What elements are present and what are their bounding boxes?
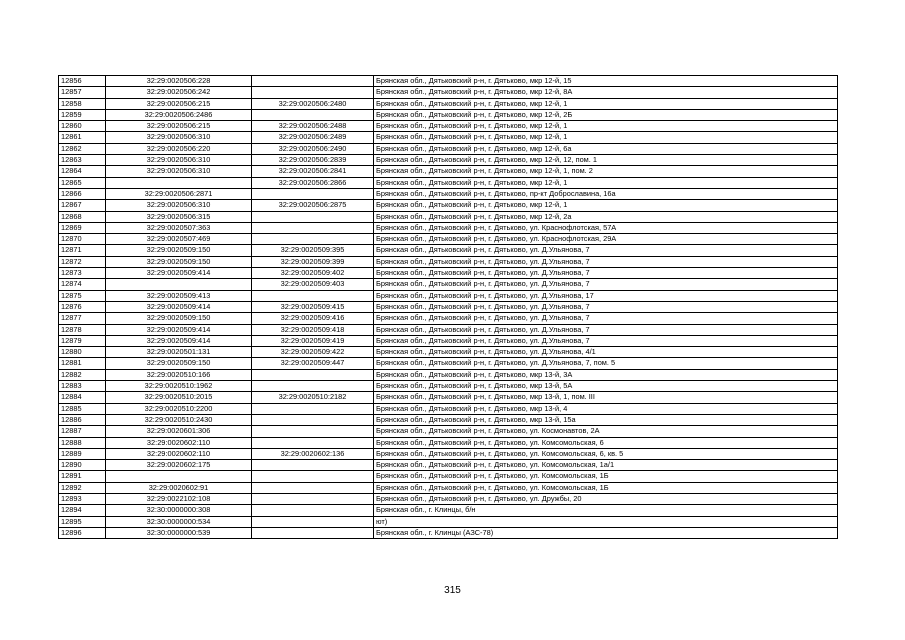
parent-cadastral-number-cell: 32:29:0020602:136	[252, 448, 374, 459]
parent-cadastral-number-cell: 32:29:0020509:415	[252, 301, 374, 312]
cadastral-number-cell: 32:29:0020602:91	[106, 482, 252, 493]
address-cell: Брянская обл., Дятьковский р-н, г. Дятьково, ул. Комсомольская, 1Б	[374, 471, 838, 482]
row-number-cell: 12880	[59, 347, 106, 358]
row-number-cell: 12879	[59, 335, 106, 346]
row-number-cell: 12874	[59, 279, 106, 290]
address-cell: Брянская обл., Дятьковский р-н, г. Дятьково, мкр 12-й, 8А	[374, 87, 838, 98]
row-number-cell: 12878	[59, 324, 106, 335]
cadastral-number-cell: 32:29:0020509:150	[106, 245, 252, 256]
address-cell: Брянская обл., Дятьковский р-н, г. Дятьково, ул. Д.Ульянова, 7	[374, 313, 838, 324]
parent-cadastral-number-cell: 32:29:0020506:2841	[252, 166, 374, 177]
table-row	[59, 132, 838, 143]
table-row	[59, 381, 838, 392]
parent-cadastral-number-cell: 32:29:0020509:403	[252, 279, 374, 290]
address-cell: Брянская обл., Дятьковский р-н, г. Дятьково, ул. Д.Ульянова, 7	[374, 245, 838, 256]
cadastral-number-cell: 32:29:0020506:215	[106, 98, 252, 109]
address-cell: Брянская обл., Дятьковский р-н, г. Дятьково, ул. Краснофлотская, 29А	[374, 234, 838, 245]
table-row	[59, 437, 838, 448]
row-number-cell: 12885	[59, 403, 106, 414]
table-row	[59, 109, 838, 120]
table-row	[59, 143, 838, 154]
cadastral-number-cell: 32:29:0020509:150	[106, 358, 252, 369]
address-cell: Брянская обл., Дятьковский р-н, г. Дятьково, мкр 12-й, 1	[374, 200, 838, 211]
table-row	[59, 155, 838, 166]
row-number-cell: 12893	[59, 493, 106, 504]
cadastral-number-cell: 32:30:0000000:539	[106, 527, 252, 538]
row-number-cell: 12896	[59, 527, 106, 538]
table-row	[59, 347, 838, 358]
address-cell: Брянская обл., Дятьковский р-н, г. Дятьково, мкр 13-й, 3А	[374, 369, 838, 380]
table-row	[59, 516, 838, 527]
row-number-cell: 12870	[59, 234, 106, 245]
parent-cadastral-number-cell: 32:29:0020509:418	[252, 324, 374, 335]
table-row	[59, 369, 838, 380]
parent-cadastral-number-cell	[252, 76, 374, 87]
cadastral-number-cell: 32:29:0020507:469	[106, 234, 252, 245]
parent-cadastral-number-cell	[252, 516, 374, 527]
address-cell: Брянская обл., Дятьковский р-н, г. Дятьково, ул. Д.Ульянова, 7	[374, 256, 838, 267]
table-row	[59, 460, 838, 471]
cadastral-number-cell: 32:29:0020510:1962	[106, 381, 252, 392]
table-row	[59, 177, 838, 188]
address-cell: Брянская обл., Дятьковский р-н, г. Дятьково, ул. Краснофлотская, 57А	[374, 222, 838, 233]
parent-cadastral-number-cell	[252, 403, 374, 414]
parent-cadastral-number-cell	[252, 471, 374, 482]
address-cell: Брянская обл., Дятьковский р-н, г. Дятьково, мкр 12-й, 1, пом. 2	[374, 166, 838, 177]
table-row	[59, 403, 838, 414]
table-row	[59, 471, 838, 482]
cadastral-number-cell: 32:29:0020506:242	[106, 87, 252, 98]
row-number-cell: 12873	[59, 268, 106, 279]
cadastral-number-cell: 32:29:0020509:414	[106, 301, 252, 312]
address-cell: Брянская обл., Дятьковский р-н, г. Дятьково, мкр 12-й, 1	[374, 132, 838, 143]
cadastral-number-cell: 32:29:0020501:131	[106, 347, 252, 358]
row-number-cell: 12862	[59, 143, 106, 154]
parent-cadastral-number-cell	[252, 234, 374, 245]
parent-cadastral-number-cell: 32:29:0020509:447	[252, 358, 374, 369]
table-row	[59, 200, 838, 211]
cadastral-number-cell: 32:29:0020509:414	[106, 335, 252, 346]
row-number-cell: 12895	[59, 516, 106, 527]
table-row	[59, 290, 838, 301]
address-cell: Брянская обл., Дятьковский р-н, г. Дятьково, мкр 13-й, 4	[374, 403, 838, 414]
table-row	[59, 527, 838, 538]
parent-cadastral-number-cell	[252, 414, 374, 425]
address-cell: Брянская обл., Дятьковский р-н, г. Дятьково, ул. Д.Ульянова, 7	[374, 301, 838, 312]
cadastral-number-cell: 32:29:0020507:363	[106, 222, 252, 233]
table-row	[59, 256, 838, 267]
cadastral-number-cell: 32:29:0020506:310	[106, 132, 252, 143]
cadastral-number-cell: 32:29:0020602:110	[106, 437, 252, 448]
table-row	[59, 324, 838, 335]
cadastral-number-cell: 32:29:0020510:2430	[106, 414, 252, 425]
parent-cadastral-number-cell: 32:29:0020509:402	[252, 268, 374, 279]
cadastral-number-cell: 32:29:0020509:414	[106, 268, 252, 279]
cadastral-number-cell: 32:29:0020506:228	[106, 76, 252, 87]
row-number-cell: 12864	[59, 166, 106, 177]
row-number-cell: 12876	[59, 301, 106, 312]
row-number-cell: 12877	[59, 313, 106, 324]
address-cell: Брянская обл., Дятьковский р-н, г. Дятьково, мкр 13-й, 15а	[374, 414, 838, 425]
address-cell: Брянская обл., Дятьковский р-н, г. Дятьково, ул. Дружбы, 20	[374, 493, 838, 504]
cadastral-number-cell: 32:29:0022102:108	[106, 493, 252, 504]
cadastral-number-cell: 32:29:0020506:310	[106, 155, 252, 166]
parent-cadastral-number-cell: 32:29:0020506:2480	[252, 98, 374, 109]
address-cell: Брянская обл., Дятьковский р-н, г. Дятьково, ул. Комсомольская, 6, кв. 5	[374, 448, 838, 459]
parent-cadastral-number-cell	[252, 222, 374, 233]
row-number-cell: 12882	[59, 369, 106, 380]
row-number-cell: 12861	[59, 132, 106, 143]
table-row	[59, 505, 838, 516]
table-row	[59, 222, 838, 233]
row-number-cell: 12890	[59, 460, 106, 471]
table-row	[59, 245, 838, 256]
parent-cadastral-number-cell: 32:29:0020509:419	[252, 335, 374, 346]
parent-cadastral-number-cell	[252, 505, 374, 516]
table-row	[59, 335, 838, 346]
address-cell: Брянская обл., Дятьковский р-н, г. Дятьково, мкр 12-й, 2а	[374, 211, 838, 222]
row-number-cell: 12860	[59, 121, 106, 132]
address-cell: Брянская обл., г. Клинцы (АЗС-78)	[374, 527, 838, 538]
parent-cadastral-number-cell: 32:29:0020506:2489	[252, 132, 374, 143]
table-row	[59, 279, 838, 290]
table-row	[59, 414, 838, 425]
cadastral-number-cell: 32:29:0020510:2200	[106, 403, 252, 414]
address-cell: Брянская обл., Дятьковский р-н, г. Дятьково, ул. Комсомольская, 6	[374, 437, 838, 448]
table-row	[59, 234, 838, 245]
parent-cadastral-number-cell: 32:29:0020506:2866	[252, 177, 374, 188]
address-cell: ют)	[374, 516, 838, 527]
parent-cadastral-number-cell	[252, 460, 374, 471]
table-row	[59, 482, 838, 493]
cadastral-number-cell: 32:29:0020506:310	[106, 200, 252, 211]
parent-cadastral-number-cell	[252, 527, 374, 538]
table-row	[59, 76, 838, 87]
row-number-cell: 12858	[59, 98, 106, 109]
parent-cadastral-number-cell	[252, 369, 374, 380]
row-number-cell: 12866	[59, 188, 106, 199]
row-number-cell: 12888	[59, 437, 106, 448]
cadastral-number-cell: 32:29:0020506:2486	[106, 109, 252, 120]
registry-table	[58, 75, 838, 539]
cadastral-number-cell: 32:29:0020506:2871	[106, 188, 252, 199]
cadastral-number-cell: 32:29:0020509:413	[106, 290, 252, 301]
row-number-cell: 12857	[59, 87, 106, 98]
cadastral-number-cell: 32:29:0020506:215	[106, 121, 252, 132]
row-number-cell: 12891	[59, 471, 106, 482]
address-cell: Брянская обл., Дятьковский р-н, г. Дятьково, ул. Комсомольская, 1а/1	[374, 460, 838, 471]
table-row	[59, 301, 838, 312]
table-row	[59, 121, 838, 132]
registry-table-body	[59, 76, 838, 539]
cadastral-number-cell: 32:29:0020506:315	[106, 211, 252, 222]
address-cell: Брянская обл., Дятьковский р-н, г. Дятьково, мкр 12-й, 6а	[374, 143, 838, 154]
cadastral-number-cell: 32:29:0020601:306	[106, 426, 252, 437]
address-cell: Брянская обл., г. Клинцы, б/н	[374, 505, 838, 516]
parent-cadastral-number-cell: 32:29:0020509:416	[252, 313, 374, 324]
row-number-cell: 12865	[59, 177, 106, 188]
row-number-cell: 12869	[59, 222, 106, 233]
parent-cadastral-number-cell	[252, 426, 374, 437]
parent-cadastral-number-cell: 32:29:0020506:2488	[252, 121, 374, 132]
parent-cadastral-number-cell	[252, 482, 374, 493]
cadastral-number-cell: 32:29:0020510:2015	[106, 392, 252, 403]
cadastral-number-cell: 32:29:0020509:414	[106, 324, 252, 335]
cadastral-number-cell: 32:30:0000000:308	[106, 505, 252, 516]
table-row	[59, 188, 838, 199]
address-cell: Брянская обл., Дятьковский р-н, г. Дятьково, ул. Д.Ульянова, 4/1	[374, 347, 838, 358]
parent-cadastral-number-cell	[252, 437, 374, 448]
address-cell: Брянская обл., Дятьковский р-н, г. Дятьково, мкр 12-й, 15	[374, 76, 838, 87]
address-cell: Брянская обл., Дятьковский р-н, г. Дятьково, мкр 12-й, 1	[374, 177, 838, 188]
parent-cadastral-number-cell	[252, 109, 374, 120]
row-number-cell: 12883	[59, 381, 106, 392]
cadastral-number-cell	[106, 471, 252, 482]
parent-cadastral-number-cell	[252, 493, 374, 504]
address-cell: Брянская обл., Дятьковский р-н, г. Дятьково, ул. Космонавтов, 2А	[374, 426, 838, 437]
table-row	[59, 268, 838, 279]
parent-cadastral-number-cell	[252, 87, 374, 98]
table-row	[59, 392, 838, 403]
parent-cadastral-number-cell	[252, 188, 374, 199]
parent-cadastral-number-cell: 32:29:0020509:395	[252, 245, 374, 256]
cadastral-number-cell: 32:30:0000000:534	[106, 516, 252, 527]
row-number-cell: 12875	[59, 290, 106, 301]
address-cell: Брянская обл., Дятьковский р-н, г. Дятьково, ул. Комсомольская, 1Б	[374, 482, 838, 493]
address-cell: Брянская обл., Дятьковский р-н, г. Дятьково, мкр 12-й, 2Б	[374, 109, 838, 120]
table-row	[59, 313, 838, 324]
address-cell: Брянская обл., Дятьковский р-н, г. Дятьково, пр-кт Доброславина, 16а	[374, 188, 838, 199]
address-cell: Брянская обл., Дятьковский р-н, г. Дятьково, мкр 12-й, 1	[374, 121, 838, 132]
parent-cadastral-number-cell	[252, 290, 374, 301]
address-cell: Брянская обл., Дятьковский р-н, г. Дятьково, мкр 13-й, 1, пом. III	[374, 392, 838, 403]
cadastral-number-cell: 32:29:0020602:110	[106, 448, 252, 459]
address-cell: Брянская обл., Дятьковский р-н, г. Дятьково, мкр 12-й, 12, пом. 1	[374, 155, 838, 166]
parent-cadastral-number-cell	[252, 381, 374, 392]
row-number-cell: 12892	[59, 482, 106, 493]
address-cell: Брянская обл., Дятьковский р-н, г. Дятьково, ул. Д.Ульянова, 7	[374, 335, 838, 346]
cadastral-number-cell: 32:29:0020509:150	[106, 313, 252, 324]
row-number-cell: 12863	[59, 155, 106, 166]
cadastral-number-cell	[106, 177, 252, 188]
parent-cadastral-number-cell	[252, 211, 374, 222]
address-cell: Брянская обл., Дятьковский р-н, г. Дятьково, ул. Д.Ульянова, 17	[374, 290, 838, 301]
cadastral-number-cell: 32:29:0020602:175	[106, 460, 252, 471]
table-row	[59, 493, 838, 504]
row-number-cell: 12867	[59, 200, 106, 211]
row-number-cell: 12894	[59, 505, 106, 516]
parent-cadastral-number-cell: 32:29:0020510:2182	[252, 392, 374, 403]
address-cell: Брянская обл., Дятьковский р-н, г. Дятьково, ул. Д.Ульянова, 7	[374, 279, 838, 290]
address-cell: Брянская обл., Дятьковский р-н, г. Дятьково, мкр 12-й, 1	[374, 98, 838, 109]
cadastral-number-cell: 32:29:0020510:166	[106, 369, 252, 380]
table-row	[59, 426, 838, 437]
row-number-cell: 12884	[59, 392, 106, 403]
row-number-cell: 12872	[59, 256, 106, 267]
cadastral-number-cell: 32:29:0020509:150	[106, 256, 252, 267]
table-row	[59, 166, 838, 177]
address-cell: Брянская обл., Дятьковский р-н, г. Дятьково, ул. Д.Ульянова, 7, пом. 5	[374, 358, 838, 369]
table-row	[59, 98, 838, 109]
table-row	[59, 358, 838, 369]
cadastral-number-cell	[106, 279, 252, 290]
row-number-cell: 12887	[59, 426, 106, 437]
address-cell: Брянская обл., Дятьковский р-н, г. Дятьково, мкр 13-й, 5А	[374, 381, 838, 392]
parent-cadastral-number-cell: 32:29:0020506:2839	[252, 155, 374, 166]
row-number-cell: 12871	[59, 245, 106, 256]
page-number: 315	[444, 585, 461, 596]
cadastral-number-cell: 32:29:0020506:310	[106, 166, 252, 177]
cadastral-number-cell: 32:29:0020506:220	[106, 143, 252, 154]
row-number-cell: 12859	[59, 109, 106, 120]
parent-cadastral-number-cell: 32:29:0020509:399	[252, 256, 374, 267]
row-number-cell: 12886	[59, 414, 106, 425]
table-row	[59, 211, 838, 222]
row-number-cell: 12856	[59, 76, 106, 87]
parent-cadastral-number-cell: 32:29:0020506:2875	[252, 200, 374, 211]
parent-cadastral-number-cell: 32:29:0020509:422	[252, 347, 374, 358]
table-row	[59, 87, 838, 98]
row-number-cell: 12889	[59, 448, 106, 459]
address-cell: Брянская обл., Дятьковский р-н, г. Дятьково, ул. Д.Ульянова, 7	[374, 324, 838, 335]
parent-cadastral-number-cell: 32:29:0020506:2490	[252, 143, 374, 154]
row-number-cell: 12868	[59, 211, 106, 222]
table-row	[59, 448, 838, 459]
address-cell: Брянская обл., Дятьковский р-н, г. Дятьково, ул. Д.Ульянова, 7	[374, 268, 838, 279]
row-number-cell: 12881	[59, 358, 106, 369]
